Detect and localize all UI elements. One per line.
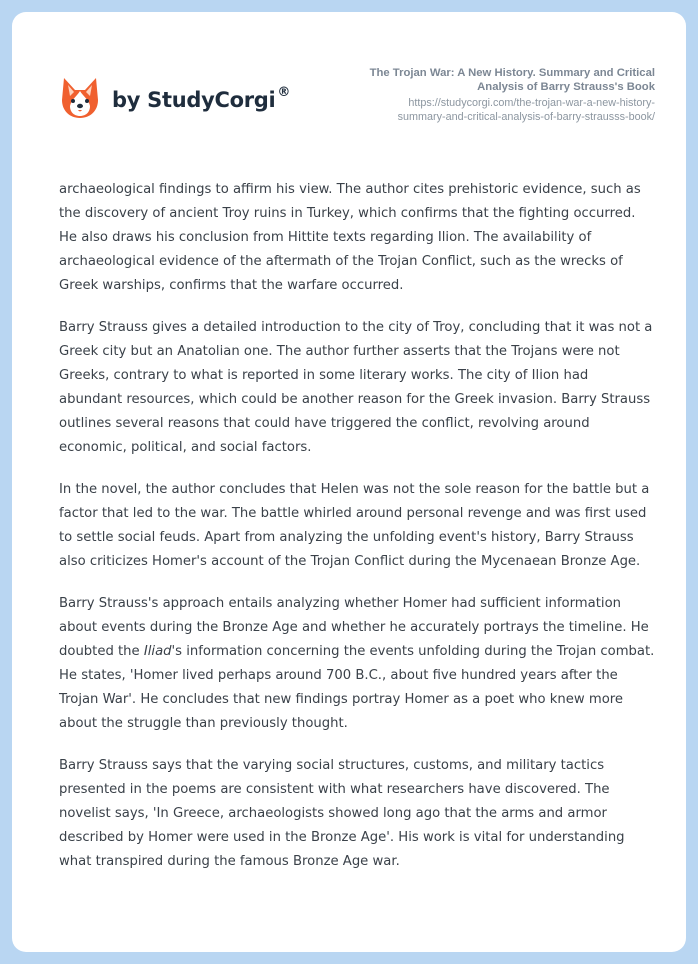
- book-title-italic: Iliad: [143, 644, 172, 659]
- paragraph: In the novel, the author concludes that Helen was not the sole reason for the battle but a factor that led to the war. The battle whirled around personal revenge and was first used to settle social feuds. Apart from analyzing the unfolding event's history, Barry Strauss also criticizes Homer's account of the Trojan Conflict during the Mycenaean Bronze Age.: [59, 482, 650, 569]
- document-title-line: The Trojan War: A New History. Summary and Critical: [369, 67, 655, 79]
- registered-mark: ®: [277, 85, 291, 100]
- document-meta: [315, 66, 655, 124]
- document-url[interactable]: [315, 97, 655, 124]
- paragraph: [59, 592, 655, 736]
- document-title: [315, 66, 655, 94]
- document-url-line: https://studycorgi.com/the-trojan-war-a-new-history-: [408, 97, 655, 109]
- paragraph: Barry Strauss says that the varying social structures, customs, and military tactics presented in the poems are consistent with what researchers have discovered. The novelist says, 'In Greece, archaeologists showed long ago that the arms and armor described by Homer were used in the Bronze Age'. His work is vital for understanding what transpired during the famous Bronze Age war.: [59, 758, 625, 869]
- document-url-line: summary-and-critical-analysis-of-barry-strausss-book/: [397, 110, 655, 123]
- document-body: [59, 178, 655, 892]
- document-page: [12, 12, 686, 952]
- brand-name: [112, 85, 291, 112]
- document-title-line: Analysis of Barry Strauss's Book: [477, 81, 655, 93]
- corgi-logo-icon: [60, 76, 100, 120]
- studycorgi-logo[interactable]: [60, 76, 290, 120]
- brand-text: by StudyCorgi: [112, 88, 276, 112]
- paragraph-text: Barry Strauss's approach entails analyzing whether Homer had sufficient information about events during the Bronze Age and whether he accurately portrays the timeline. He doubted the: [59, 596, 649, 659]
- paragraph: archaeological findings to affirm his view. The author cites prehistoric evidence, such as the discovery of ancient Troy ruins in Turkey, which confirms that the fighting occurred. He also draws his conclusion from Hittite texts regarding Ilion. The availability of archaeological evidence of the aftermath of the Trojan Conflict, such as the wrecks of Greek warships, confirms that the warfare occurred.: [59, 182, 641, 293]
- paragraph-text: 's information concerning the events unfolding during the Trojan combat. He states, 'Homer lived perhaps around 700 B.C., about five hundred years after the Trojan War'. He concludes that new findings portray Homer as a poet who knew more about the struggle than previously thought.: [59, 644, 655, 731]
- paragraph: Barry Strauss gives a detailed introduction to the city of Troy, concluding that it was not a Greek city but an Anatolian one. The author further asserts that the Trojans were not Greeks, contrary to what is reported in some literary works. The city of Ilion had abundant resources, which could be another reason for the Greek invasion. Barry Strauss outlines several reasons that could have triggered the conflict, revolving around economic, political, and social factors.: [59, 320, 653, 455]
